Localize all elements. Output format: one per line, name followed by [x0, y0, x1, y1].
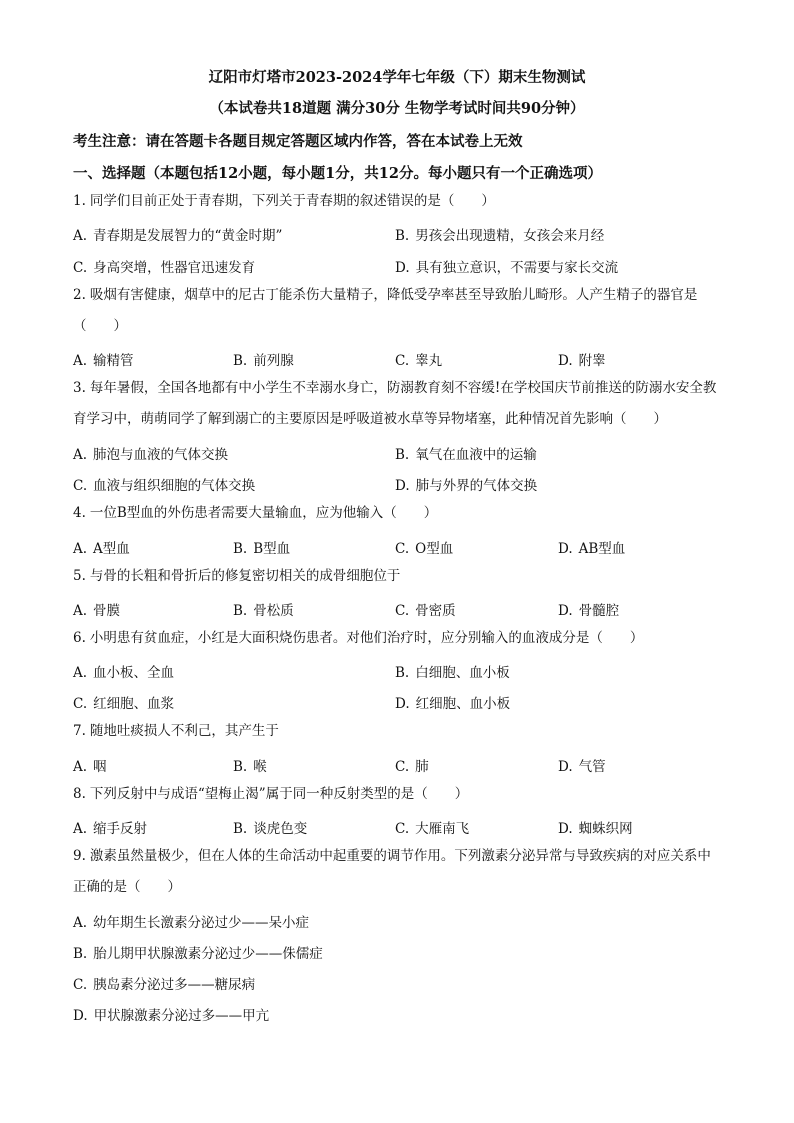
option-letter: B. [73, 946, 88, 962]
question-stem: 激素虽然量极少，但在人体的生命活动中起重要的调节作用。下列激素分泌异常与导致疾病的对应关系中正确的是（ ） [73, 848, 711, 895]
option-text: 男孩会出现遗精，女孩会来月经 [415, 228, 605, 244]
option-text: 前列腺 [253, 353, 294, 369]
option-text: B型血 [253, 541, 291, 557]
question-5-options [73, 599, 723, 619]
option-text: O型血 [415, 541, 454, 557]
question-8-options [73, 817, 723, 837]
option-text: 附睾 [578, 353, 606, 369]
question-7 [73, 716, 723, 747]
option-c[interactable] [395, 755, 429, 775]
option-letter: C. [395, 821, 410, 837]
question-number: 1. [73, 193, 86, 209]
option-text: 白细胞、血小板 [415, 665, 510, 681]
option-letter: D. [558, 541, 573, 557]
option-text: 红细胞、血浆 [93, 696, 175, 712]
option-letter: A. [73, 759, 88, 775]
question-2-options [73, 349, 723, 369]
option-text: 具有独立意识，不需要与家长交流 [415, 260, 619, 276]
option-b[interactable] [233, 817, 307, 837]
question-9-option-c [73, 973, 723, 993]
question-4-options [73, 537, 723, 557]
option-b[interactable] [395, 224, 604, 244]
option-letter: D. [558, 821, 573, 837]
question-2 [73, 280, 723, 342]
option-text: 大雁南飞 [415, 821, 470, 837]
option-d[interactable] [395, 256, 618, 276]
question-stem: 小明患有贫血症，小红是大面积烧伤患者。对他们治疗时，应分别输入的血液成分是（ ） [89, 630, 644, 646]
option-text: 红细胞、血小板 [415, 696, 511, 712]
exam-subtitle: （本试卷共18道题 满分30分 生物学考试时间共90分钟） [209, 100, 585, 117]
question-stem: 一位B型血的外伤患者需要大量输血，应为他输入（ ） [89, 505, 438, 521]
question-9 [73, 841, 723, 903]
option-letter: A. [73, 447, 88, 463]
option-letter: B. [233, 821, 248, 837]
question-stem: 下列反射中与成语“望梅止渴”属于同一种反射类型的是（ ） [89, 786, 469, 802]
option-text: 青春期是发展智力的“黄金时期” [93, 228, 283, 244]
option-b[interactable] [233, 537, 290, 557]
option-letter: B. [395, 228, 410, 244]
option-letter: D. [73, 1008, 88, 1024]
question-6 [73, 623, 723, 654]
option-b[interactable] [233, 755, 267, 775]
question-stem: 与骨的长粗和骨折后的修复密切相关的成骨细胞位于 [89, 568, 401, 584]
option-letter: C. [395, 603, 410, 619]
question-stem: 每年暑假，全国各地都有中小学生不幸溺水身亡，防溺教育刻不容缓!在学校国庆节前推送的防溺水安全教育学习中，萌萌同学了解到溺亡的主要原因是呼吸道被水草等异物堵塞，此种情况首先影响（ ） [73, 380, 717, 427]
question-stem: 随地吐痰损人不利己，其产生于 [89, 723, 279, 739]
option-text: 蜘蛛织网 [578, 821, 633, 837]
question-number: 2. [73, 287, 86, 303]
option-text: AB型血 [578, 541, 626, 557]
option-d[interactable] [558, 599, 619, 619]
option-d[interactable] [558, 755, 606, 775]
question-8 [73, 779, 723, 810]
option-b[interactable] [73, 942, 323, 962]
question-number: 4. [73, 505, 86, 521]
option-c[interactable] [73, 256, 255, 276]
option-text: 气管 [578, 759, 606, 775]
question-9-option-a [73, 911, 723, 931]
option-d[interactable] [558, 349, 606, 369]
option-letter: B. [233, 603, 248, 619]
option-text: 睾丸 [415, 353, 443, 369]
option-c[interactable] [73, 973, 255, 993]
option-text: 胎儿期甲状腺激素分泌过少——侏儒症 [93, 946, 323, 962]
option-letter: B. [395, 447, 410, 463]
option-c[interactable] [395, 537, 453, 557]
question-5 [73, 561, 723, 592]
question-1-options [73, 224, 723, 244]
option-text: 肺与外界的气体交换 [415, 478, 538, 494]
option-letter: C. [395, 759, 410, 775]
question-6-options [73, 661, 723, 681]
option-d[interactable] [558, 537, 625, 557]
option-a[interactable] [73, 443, 228, 463]
question-number: 8. [73, 786, 86, 802]
option-letter: A. [73, 665, 88, 681]
question-1-options-row2 [73, 256, 723, 276]
option-text: 输精管 [93, 353, 134, 369]
option-d[interactable] [395, 692, 510, 712]
option-d[interactable] [558, 817, 633, 837]
option-text: 谈虎色变 [253, 821, 308, 837]
option-letter: A. [73, 228, 88, 244]
option-letter: A. [73, 915, 88, 931]
option-text: 血液与组织细胞的气体交换 [93, 478, 256, 494]
option-a[interactable] [73, 537, 130, 557]
option-text: 骨松质 [253, 603, 294, 619]
option-a[interactable] [73, 224, 282, 244]
option-letter: B. [233, 541, 248, 557]
option-letter: D. [558, 603, 573, 619]
question-7-options [73, 755, 723, 775]
option-letter: D. [395, 696, 410, 712]
option-text: 胰岛素分泌过多——糖尿病 [93, 977, 256, 993]
section-heading: 一、选择题（本题包括12小题，每小题1分，共12分。每小题只有一个正确选项） [73, 165, 602, 182]
option-c[interactable] [395, 599, 456, 619]
option-letter: A. [73, 353, 88, 369]
option-a[interactable] [73, 755, 107, 775]
option-b[interactable] [233, 599, 294, 619]
option-text: 肺 [415, 759, 429, 775]
option-c[interactable] [73, 474, 255, 494]
option-text: 血小板、全血 [93, 665, 175, 681]
question-3-options [73, 443, 723, 463]
option-a[interactable] [73, 911, 309, 931]
question-4 [73, 498, 723, 529]
option-letter: C. [73, 478, 88, 494]
option-letter: D. [395, 260, 410, 276]
option-text: 甲状腺激素分泌过多——甲亢 [93, 1008, 270, 1024]
option-text: 骨髓腔 [578, 603, 620, 619]
question-number: 9. [73, 848, 86, 864]
option-text: 氧气在血液中的运输 [415, 447, 537, 463]
option-a[interactable] [73, 349, 134, 369]
option-c[interactable] [395, 817, 469, 837]
option-text: 骨密质 [415, 603, 456, 619]
option-text: A型血 [93, 541, 130, 557]
option-a[interactable] [73, 599, 120, 619]
option-letter: C. [73, 977, 88, 993]
option-text: 喉 [253, 759, 267, 775]
option-a[interactable] [73, 817, 147, 837]
option-text: 咽 [93, 759, 107, 775]
option-c[interactable] [73, 692, 174, 712]
option-b[interactable] [395, 443, 537, 463]
option-text: 身高突增，性器官迅速发育 [93, 260, 256, 276]
option-text: 缩手反射 [93, 821, 148, 837]
question-number: 7. [73, 723, 86, 739]
option-a[interactable] [73, 661, 174, 681]
option-letter: A. [73, 821, 88, 837]
question-9-option-d [73, 1004, 723, 1024]
option-letter: C. [73, 696, 88, 712]
option-b[interactable] [395, 661, 510, 681]
option-letter: A. [73, 603, 88, 619]
option-d[interactable] [395, 474, 537, 494]
question-number: 5. [73, 568, 86, 584]
option-letter: A. [73, 541, 88, 557]
option-text: 肺泡与血液的气体交换 [93, 447, 229, 463]
option-letter: D. [558, 353, 573, 369]
exam-notice: 考生注意：请在答题卡各题目规定答题区域内作答，答在本试卷上无效 [73, 133, 523, 150]
option-b[interactable] [233, 349, 294, 369]
question-9-option-b [73, 942, 723, 962]
option-d[interactable] [73, 1004, 269, 1024]
question-stem: 同学们目前正处于青春期，下列关于青春期的叙述错误的是（ ） [89, 193, 495, 209]
option-letter: B. [233, 353, 248, 369]
option-text: 幼年期生长激素分泌过少——呆小症 [93, 915, 310, 931]
option-text: 骨膜 [93, 603, 121, 619]
question-number: 6. [73, 630, 86, 646]
option-letter: C. [395, 353, 410, 369]
question-6-options-row2 [73, 692, 723, 712]
question-stem: 吸烟有害健康，烟草中的尼古丁能杀伤大量精子，降低受孕率甚至导致胎儿畸形。人产生精子的器官是（ ） [73, 287, 698, 334]
question-number: 3. [73, 380, 86, 396]
option-letter: D. [558, 759, 573, 775]
option-letter: C. [73, 260, 88, 276]
exam-title: 辽阳市灯塔市2023-2024学年七年级（下）期末生物测试 [208, 69, 586, 86]
option-letter: C. [395, 541, 410, 557]
option-letter: B. [395, 665, 410, 681]
option-letter: D. [395, 478, 410, 494]
question-1 [73, 186, 723, 217]
question-3-options-row2 [73, 474, 723, 494]
question-3 [73, 373, 723, 435]
option-c[interactable] [395, 349, 442, 369]
option-letter: B. [233, 759, 248, 775]
